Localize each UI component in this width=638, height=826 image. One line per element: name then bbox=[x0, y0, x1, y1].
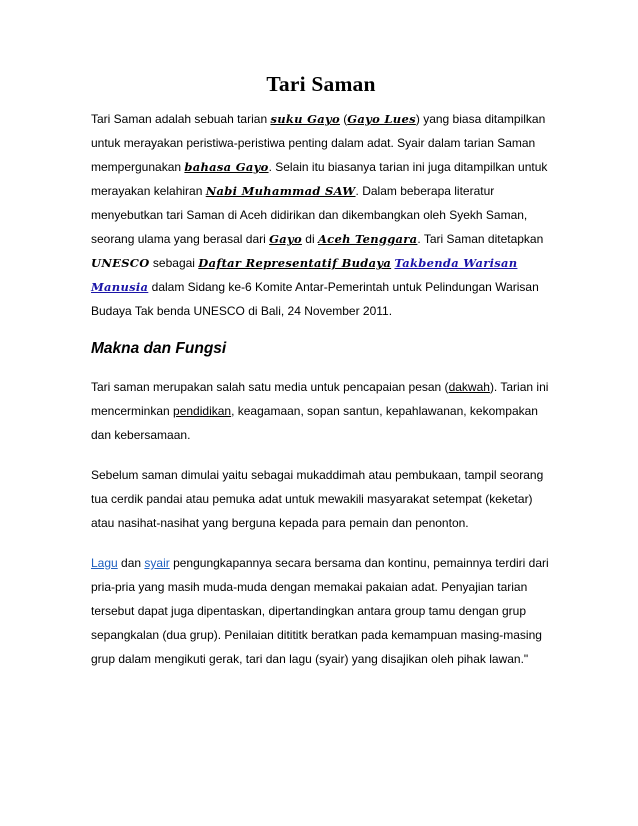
meaning-paragraph bbox=[91, 375, 551, 447]
intro-paragraph bbox=[91, 107, 551, 323]
link-dakwah[interactable]: dakwah bbox=[448, 380, 490, 394]
link-takbenda-warisan-manusia[interactable]: Takbenda Warisan Manusia bbox=[91, 256, 518, 294]
text-run: Tari saman merupakan salah satu media untuk pencapaian pesan ( bbox=[91, 380, 449, 394]
link-aceh-tenggara[interactable]: Aceh Tenggara bbox=[317, 232, 418, 246]
text-run: ). Tarian ini mencerminkan bbox=[91, 380, 549, 418]
document-title: Tari Saman bbox=[266, 72, 376, 96]
link-unesco[interactable]: UNESCO bbox=[91, 256, 150, 270]
link-pendidikan[interactable]: pendidikan bbox=[173, 404, 232, 418]
performance-paragraph bbox=[91, 551, 551, 671]
text-run: dan bbox=[117, 556, 145, 570]
link-gayo[interactable]: Gayo bbox=[269, 232, 302, 246]
opening-paragraph: Sebelum saman dimulai yaitu sebagai mukaddimah atau pembukaan, tampil seorang tua cerdik pandai atau pemuka adat untuk mewakili masyarakat setempat (keketar) atau nasihat-nasihat yang berguna kepada para pemain dan penonton. bbox=[91, 468, 544, 530]
text-run: . Dalam beberapa literatur menyebutkan tari Saman di Aceh didirikan dan dikembangkan oleh Syekh Saman, seorang ulama yang berasal dari bbox=[91, 184, 528, 246]
text-run: , keagamaan, sopan santun, kepahlawanan, kekompakan dan kebersamaan. bbox=[91, 404, 538, 442]
link-syair[interactable]: syair bbox=[144, 556, 170, 570]
text-run: Tari Saman adalah sebuah tarian bbox=[91, 112, 271, 126]
text-run: . Selain itu biasanya tarian ini juga ditampilkan untuk merayakan kelahiran bbox=[91, 160, 548, 198]
link-gayo-lues[interactable]: Gayo Lues bbox=[347, 112, 416, 126]
text-run: sebagai bbox=[149, 256, 199, 270]
text-run: ( bbox=[339, 112, 348, 126]
link-daftar-representatif-budaya[interactable]: Daftar Representatif Budaya bbox=[198, 256, 392, 270]
text-run: ) yang biasa ditampilkan untuk merayakan peristiwa-peristiwa penting dalam adat. Syair dalam tarian Saman mempergunakan bbox=[91, 112, 546, 174]
text-run: dalam Sidang ke-6 Komite Antar-Pemerintah untuk Pelindungan Warisan Budaya Tak benda UNESCO di Bali, 24 November 2011. bbox=[91, 280, 539, 318]
link-lagu[interactable]: Lagu bbox=[91, 556, 118, 570]
section-heading: Makna dan Fungsi bbox=[91, 340, 227, 357]
text-run: . Tari Saman ditetapkan bbox=[417, 232, 544, 246]
document-body bbox=[91, 72, 551, 687]
link-suku-gayo[interactable]: suku Gayo bbox=[270, 112, 340, 126]
link-bahasa-gayo[interactable]: bahasa Gayo bbox=[184, 160, 269, 174]
text-run: pengungkapannya secara bersama dan kontinu, pemainnya terdiri dari pria-pria yang masih muda-muda dengan memakai pakaian adat. Penyajian tarian tersebut dapat juga dipentaskan, dipertandingkan antara group tamu dengan grup sepangkalan (dua grup). Penilaian ditititk beratkan pada kemampuan masing-masing grup dalam mengikuti gerak, tari dan lagu (syair) yang disajikan oleh pihak lawan." bbox=[91, 556, 549, 666]
text-run: di bbox=[301, 232, 318, 246]
link-nabi-muhammad[interactable]: Nabi Muhammad SAW bbox=[205, 184, 356, 198]
